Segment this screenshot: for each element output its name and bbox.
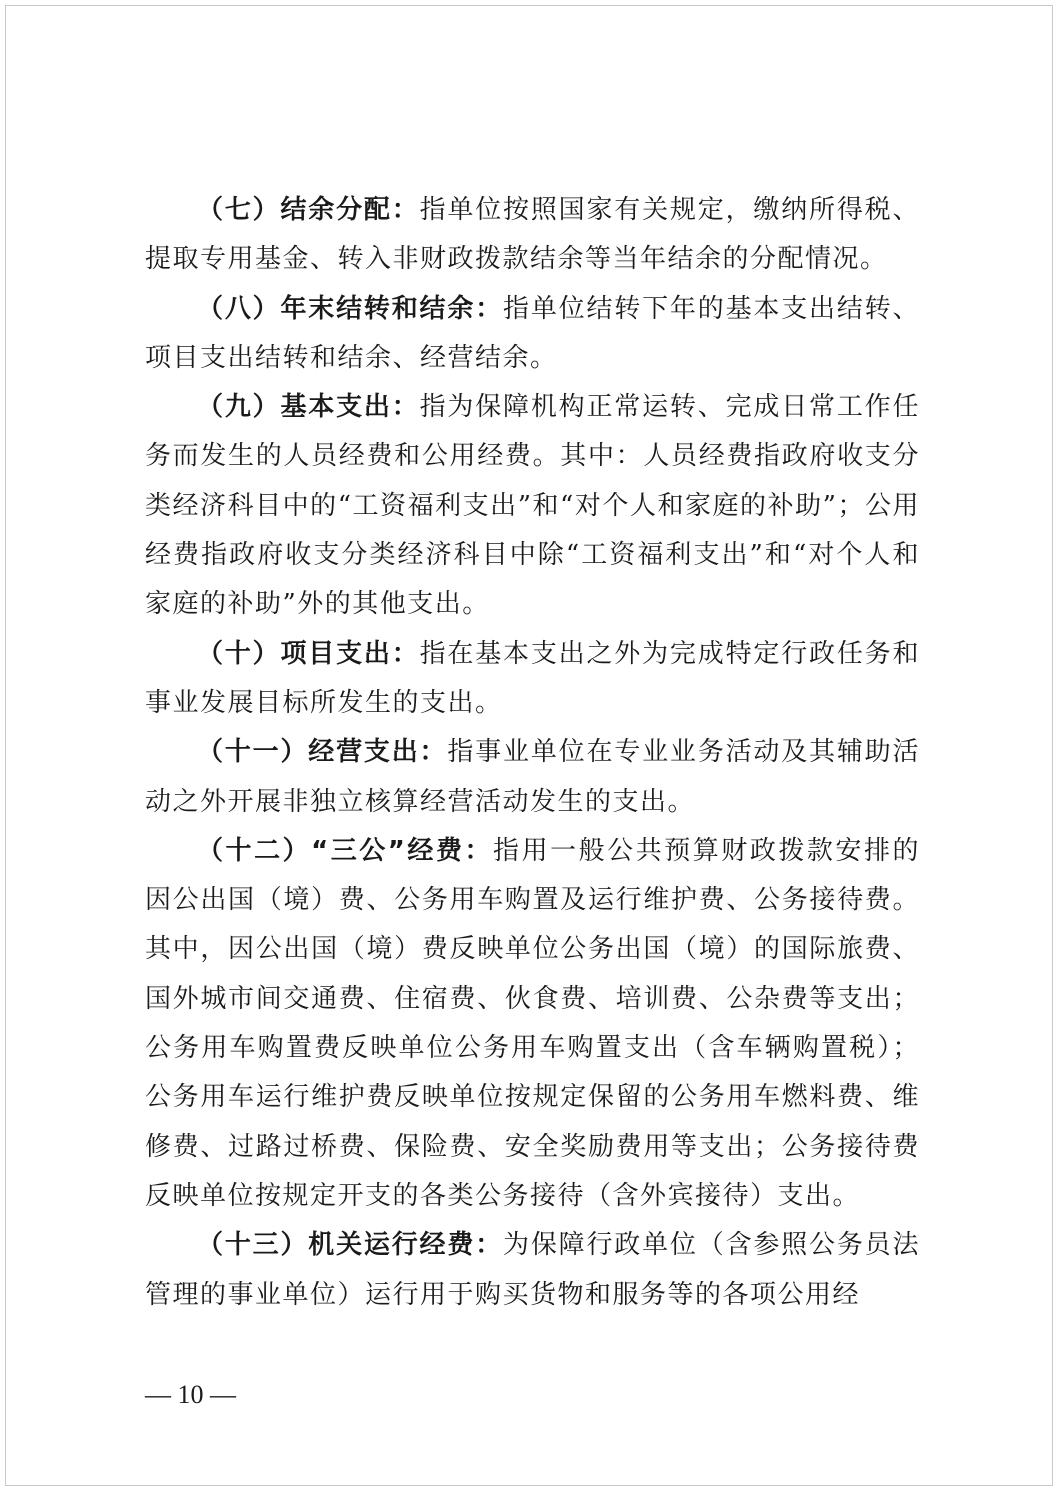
paragraph-text: 指单位结转下年的基本支出结转、项目支出结转和结余、经营结余。 [145, 293, 920, 373]
document-body [145, 186, 920, 1320]
paragraph-8 [145, 285, 920, 384]
term-heading: （八）年末结转和结余： [197, 293, 504, 324]
term-heading: （十一）经营支出： [197, 737, 448, 768]
paragraph-10 [145, 630, 920, 729]
paragraph-7 [145, 186, 920, 285]
paragraph-text: 指用一般公共预算财政拨款安排的因公出国（境）费、公务用车购置及运行维护费、公务接待费。其中，因公出国（境）费反映单位公务出国（境）的国际旅费、国外城市间交通费、住宿费、伙食费、培训费、公杂费等支出；公务用车购置费反映单位公务用车购置支出（含车辆购置税）；公务用车运行维护费反映单位按规定保留的公务用车燃料费、维修费、过路过桥费、保险费、安全奖励费用等支出；公务接待费反映单位按规定开支的各类公务接待（含外宾接待）支出。 [145, 835, 920, 1211]
paragraph-11 [145, 728, 920, 827]
term-heading: （十三）机关运行经费： [197, 1230, 504, 1261]
paragraph-9 [145, 383, 920, 629]
page-number: — 10 — [145, 1380, 236, 1409]
paragraph-text: 指为保障机构正常运转、完成日常工作任务而发生的人员经费和公用经费。其中：人员经费指政府收支分类经济科目中的“工资福利支出”和“对个人和家庭的补助”；公用经费指政府收支分类经济科目中除“工资福利支出”和“对个人和家庭的补助”外的其他支出。 [145, 392, 920, 620]
term-heading: （十）项目支出： [197, 638, 420, 669]
paragraph-text: 为保障行政单位（含参照公务员法管理的事业单位）运行用于购买货物和服务等的各项公用经 [145, 1230, 920, 1310]
paragraph-text: 指事业单位在专业业务活动及其辅助活动之外开展非独立核算经营活动发生的支出。 [145, 737, 920, 817]
term-heading: （十二）“三公”经费： [197, 835, 494, 866]
term-heading: （九）基本支出： [197, 392, 420, 423]
paragraph-13 [145, 1221, 920, 1320]
term-heading: （七）结余分配： [197, 195, 420, 225]
paragraph-text: 指在基本支出之外为完成特定行政任务和事业发展目标所发生的支出。 [145, 638, 920, 718]
paragraph-12 [145, 827, 920, 1221]
paragraph-text: 指单位按照国家有关规定，缴纳所得税、提取专用基金、转入非财政拨款结余等当年结余的分配情况。 [145, 195, 920, 275]
